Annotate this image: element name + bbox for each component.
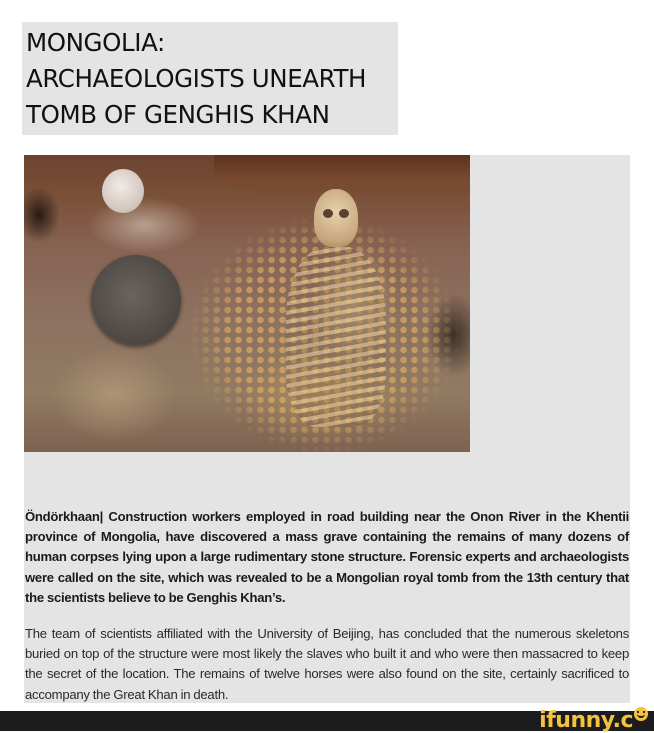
ifunny-watermark <box>539 707 648 733</box>
watermark-bar <box>0 708 654 733</box>
article-text <box>25 507 629 705</box>
article-panel <box>24 155 630 703</box>
article-lead-paragraph: Öndörkhaan| Construction workers employed in road building near the Onon River in the Khentii province of Mongolia, have discovered a mass grave containing the remains of many dozens of human corpses lying upon a large rudimentary stone structure. Forensic experts and archaeologists were called on the site, which was revealed to be a Mongolian royal tomb from the 13th century that the scientists believe to be Genghis Khan’s. <box>25 509 629 605</box>
headline-line-2: ARCHAEOLOGISTS UNEARTH <box>26 64 367 93</box>
tomb-photo <box>24 155 470 452</box>
photo-skeleton-ribcage <box>286 247 386 427</box>
photo-gold-coins <box>24 155 470 452</box>
smiley-face-icon <box>634 707 648 721</box>
photo-skull <box>314 189 358 247</box>
headline-line-3: TOMB OF GENGHIS KHAN <box>26 100 330 129</box>
article-body-paragraph: The team of scientists affiliated with the University of Beijing, has concluded that the numerous skeletons buried on top of the structure were most likely the slaves who built it and who were then massacred to keep the secret of the location. The remains of twelve horses were also found on the site, certainly sacrificed to accompany the Great Khan in death. <box>25 626 629 702</box>
headline-box <box>22 22 398 135</box>
headline-line-1: MONGOLIA: <box>26 28 165 57</box>
watermark-text: ifunny.c <box>539 708 633 733</box>
